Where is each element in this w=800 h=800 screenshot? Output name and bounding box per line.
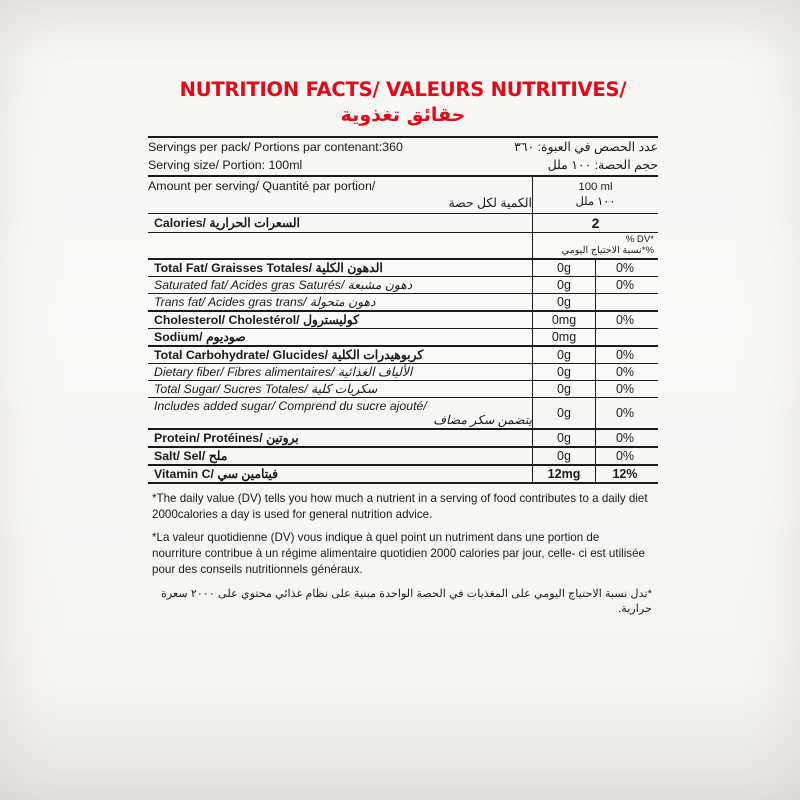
nutrient-label-arabic: الألياف الغذائية [337,364,413,379]
footnote-french: *La valeur quotidienne (DV) vous indique à quel point un nutriment dans une portion de nourriture contribue à un régime alimentaire quotidien 2000 calories par jour, celle- ci est utilisée pour des conseils nutritionnels généraux. [152,530,646,576]
nutrient-dv: 0% [596,311,659,329]
nutrient-label-cell [148,397,533,429]
table-row [148,465,658,483]
table-row [148,293,658,311]
nutrient-label-arabic: فيتامين سي [217,466,279,481]
serving-column-header-cell [533,176,659,213]
nutrient-dv: 12% [596,465,659,483]
nutrient-dv [596,328,659,346]
amount-per-serving-label: Amount per serving/ Quantité par portion/ [148,179,376,194]
nutrient-label-arabic: سكريات كلية [311,381,378,396]
nutrient-label: Protein/ Protéines/ [154,430,263,445]
nutrient-label-arabic: دهون مشبعة [347,277,413,292]
nutrient-label: Total Fat/ Graisses Totales/ [154,260,313,275]
serving-size-label-arabic: حجم الحصة: ١٠٠ ملل [547,157,658,172]
nutrient-amount: 0g [533,429,596,447]
nutrient-label-arabic: بروتين [266,430,299,445]
nutrient-label-arabic: دهون متحولة [309,294,376,309]
nutrient-label-cell [148,447,533,465]
nutrient-amount: 0g [533,380,596,397]
table-row [148,363,658,380]
nutrient-label: Cholesterol/ Cholestérol/ [154,312,300,327]
nutrient-amount: 0g [533,397,596,429]
nutrient-label: Sodium/ [154,329,203,344]
nutrient-label: Includes added sugar/ Comprend du sucre ajouté/ [154,398,427,413]
table-row [148,259,658,277]
nutrient-label-cell [148,293,533,311]
daily-value-header-line2-arabic: %*نسبة الاحتياج اليومي [561,245,654,257]
nutrient-amount: 0g [533,259,596,277]
nutrient-label-arabic: صوديوم [205,329,246,344]
nutrient-label-arabic: كربوهيدرات الكلية [331,347,424,362]
nutrient-label: Saturated fat/ Acides gras Saturés/ [154,277,345,292]
table-row [148,346,658,364]
servings-per-pack-label-arabic: عدد الحصص في العبوة: ٣٦٠ [514,140,658,155]
table-row [148,447,658,465]
table-row [148,397,658,429]
nutrient-label-cell [148,363,533,380]
calories-label: Calories/ [154,215,206,230]
nutrient-dv: 0% [596,397,659,429]
nutrient-label: Total Carbohydrate/ Glucides/ [154,347,329,362]
calories-row [148,213,658,232]
daily-value-header-row [148,232,658,259]
calories-value: 2 [533,213,659,232]
serving-column-header-arabic: ١٠٠ ملل [575,196,616,209]
nutrient-label: Salt/ Sel/ [154,448,206,463]
table-row [148,276,658,293]
nutrient-amount: 0g [533,346,596,364]
nutrition-table [148,136,658,484]
amount-per-serving-row [148,176,658,213]
table-row [148,328,658,346]
nutrition-facts-panel [148,78,658,625]
nutrient-label-arabic: كوليسترول [302,312,359,327]
nutrient-dv: 0% [596,429,659,447]
nutrient-label: Total Sugar/ Sucres Totales/ [154,381,308,396]
panel-title [148,78,658,127]
nutrient-label: Dietary fiber/ Fibres alimentaires/ [154,364,335,379]
nutrient-dv [596,293,659,311]
nutrient-label: Vitamin C/ [154,466,214,481]
nutrient-label-arabic: ملح [208,448,228,463]
nutrient-label-cell [148,346,533,364]
nutrient-dv: 0% [596,276,659,293]
nutrient-amount: 0g [533,447,596,465]
nutrient-label-cell [148,429,533,447]
servings-per-pack-label: Servings per pack/ Portions par contenant:360 [148,140,403,155]
footnote-english: *The daily value (DV) tells you how much a nutrient in a serving of food contributes to a daily diet 2000calories a day is used for general nutrition advice. [152,491,648,521]
footnote-arabic: *تدل نسبة الاحتياج اليومي على المغذيات في الحصة الواحدة مبنية على نظام غذائي محتوي على ٢٠٠٠ سعرة حرارية. [160,587,652,616]
nutrient-dv: 0% [596,259,659,277]
nutrient-label-cell [148,259,533,277]
nutrient-dv: 0% [596,346,659,364]
nutrient-amount: 0mg [533,328,596,346]
nutrient-label-cell [148,465,533,483]
table-row [148,311,658,329]
serving-column-header: 100 ml [578,181,613,194]
nutrient-label-arabic: الدهون الكلية [315,260,383,275]
nutrient-dv: 0% [596,363,659,380]
amount-per-serving-label-cell [148,176,533,213]
nutrient-amount: 0g [533,276,596,293]
calories-label-arabic: السعرات الحرارية [209,215,300,230]
table-row [148,380,658,397]
footnotes [148,491,652,618]
panel-title-line1: NUTRITION FACTS/ VALEURS NUTRITIVES/ [179,78,627,101]
daily-value-header-spacer [148,232,533,259]
nutrient-amount: 0g [533,293,596,311]
nutrient-label-arabic: يتضمن سكر مضاف [433,412,532,427]
nutrient-dv: 0% [596,447,659,465]
nutrient-label: Trans fat/ Acides gras trans/ [154,294,307,309]
servings-cell [148,137,658,176]
servings-row [148,137,658,176]
nutrient-amount: 12mg [533,465,596,483]
nutrient-label-cell [148,276,533,293]
daily-value-header-cell [533,232,659,259]
daily-value-header-line1: % DV* [625,233,654,245]
nutrient-label-cell [148,380,533,397]
panel-title-line2-arabic: حقائق تغذوية [340,103,466,126]
nutrient-label-cell [148,311,533,329]
nutrient-amount: 0g [533,363,596,380]
nutrient-label-cell [148,328,533,346]
amount-per-serving-label-arabic: الكمية لكل حصة [448,196,532,211]
nutrient-amount: 0mg [533,311,596,329]
table-row [148,429,658,447]
nutrient-dv: 0% [596,380,659,397]
calories-label-cell [148,213,533,232]
serving-size-label: Serving size/ Portion: 100ml [148,157,303,172]
